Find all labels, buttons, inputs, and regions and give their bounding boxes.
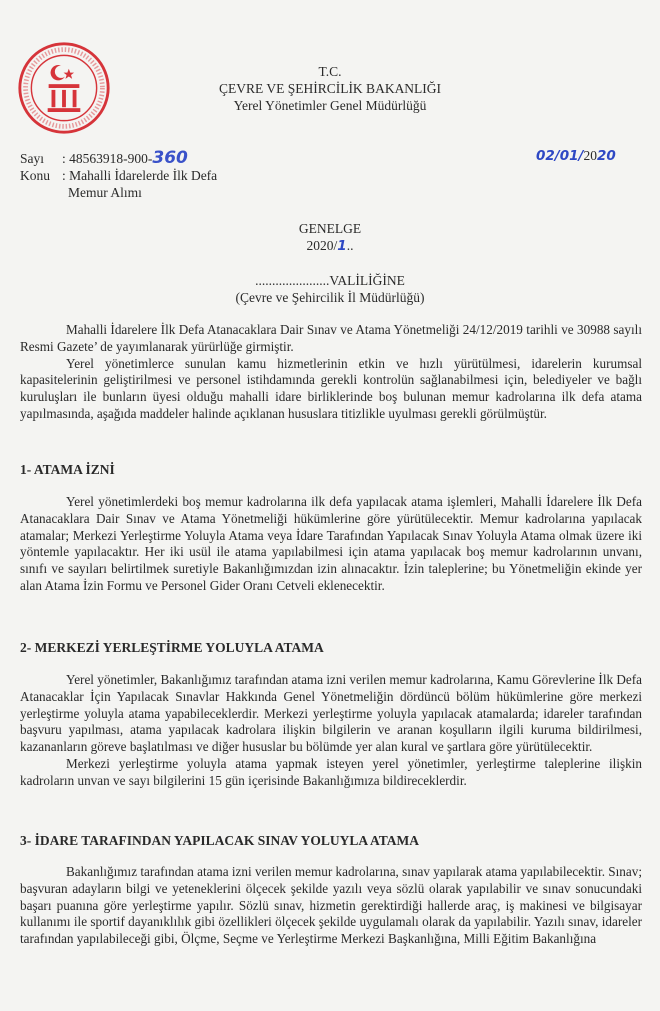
header-ministry: ÇEVRE VE ŞEHİRCİLİK BAKANLIĞI xyxy=(218,81,442,96)
konu-line2: Memur Alımı xyxy=(68,185,142,200)
header-tc: T.C. xyxy=(318,64,342,79)
section-2-paragraph-2: Merkezi yerleştirme yoluyla atama yapmak isteyen yerel yönetimler, yerleştirme taleplerine ilişkin kadroların unvan ve sayı bilgilerini 15 gün içerisinde Bakanlığımıza bildireceklerdir. xyxy=(20,755,642,788)
recipient-line1: ......................VALİLİĞİNE xyxy=(255,273,405,288)
intro-paragraph-1: Mahalli İdarelere İlk Defa Atanacaklara Dair Sınav ve Atama Yönetmeliği 24/12/2019 tarihli ve 30988 sayılı Resmi Gazete’ de yayımlanarak yürürlüğe girmiştir. xyxy=(20,322,642,354)
recipient-line2: (Çevre ve Şehircilik İl Müdürlüğü) xyxy=(235,290,425,305)
section-2-paragraph-1: Yerel yönetimler, Bakanlığımız tarafından atama izni verilen memur kadrolarına, Kamu Görevlerine İlk Defa Atanacaklar İçin Yapılacak Sınavlar Hakkında Genel Yönetmeliğin dördüncü bölüm hükümlerine göre merkezi yerleştirme yoluyla atama yapabileceklerdir. Merkezi yerleştirme yoluyla yapılacak atamalarda; idareler tarafından başvuru yapılması, atama yapılacak kadrolara ilişkin bilgilerin ve aranan koşulların ilgili kuruma bildirilmesi, kazananların göreve başlatılması ve diğer hususlar bu bölümde yer alan kural ve şartlara göre yürütülecektir. xyxy=(20,672,642,755)
section-2-body xyxy=(20,672,642,790)
konu-line1: : Mahalli İdarelerde İlk Defa xyxy=(62,168,218,183)
sayi-value: : 48563918-900- xyxy=(62,151,153,166)
ministry-seal-icon xyxy=(16,40,112,136)
sayi-label: Sayı xyxy=(20,151,45,166)
document-date xyxy=(536,148,616,164)
genelge-title: GENELGE xyxy=(298,221,362,236)
section-1-heading: 1- ATAMA İZNİ xyxy=(20,462,115,477)
section-2-heading: 2- MERKEZİ YERLEŞTİRME YOLUYLA ATAMA xyxy=(20,640,324,655)
intro-paragraph-2: Yerel yönetimlerce sunulan kamu hizmetlerinin etkin ve hızlı yürütülmesi, idarelerin kurumsal kapasitelerinin geliştirilmesi ve personel istihdamında gerekli kontrolün sağlanabilmesi için, belediyeler ve bağlı kuruluşları ile bunların üyesi olduğu mahalli idare birliklerinde boş bulunan memur kadrolarına ilk defa atama yapılmasında, aşağıda maddeler halinde açıklanan hususlara titizlikle uyulması gerekli görülmüştür. xyxy=(20,355,642,421)
recipient-block xyxy=(150,272,510,306)
date-year-prefix: 20 xyxy=(583,148,597,163)
intro-paragraphs xyxy=(20,322,642,423)
section-3-heading: 3- İDARE TARAFINDAN YAPILACAK SINAV YOLUYLA ATAMA xyxy=(20,833,420,848)
section-1-paragraph: Yerel yönetimlerdeki boş memur kadrolarına ilk defa yapılacak atama işlemleri, Mahalli İdarelere İlk Defa Atanacaklara Dair Sınav ve Atama Yönetmeliği hükümlerine göre yürütülecektir. Memur kadrolarına yapılacak atamalar; Merkezi Yerleştirme Yoluyla Atama veya İdare Tarafından Yapılacak Sınav Yoluyla Atama olmak üzere iki yöntemle yapılacaktır. Her iki usül ile atama yapılabilmesi için atama yapılacak boş memur kadrolarının unvanı, sınıfı ve sayıları belirtilmek suretiyle Bakanlığımızdan izin alınacaktır. İzin taleplerine; bu Yönetmeliğin ekinde yer alan Atama İzin Formu ve Personel Gider Oranı Cetveli eklenecektir. xyxy=(20,494,642,593)
section-1-body xyxy=(20,494,642,595)
section-3-paragraph: Bakanlığımız tarafından atama izni verilen memur kadrolarına, sınav yapılarak atama yapılabilecektir. Sınav; başvuran adayların bilgi ve yeteneklerini ölçecek şekilde yazılı veya sözlü olarak yapılabilir ve sınav sonucundaki başarı puanına göre yerleştirme yapılır. Sözlü sınav, hizmetin gerektirdiği hallerde araç, iş makinesi ve bilgisayar kullanımı ile sportif dayanıklılık gibi özellikleri ölçecek şekilde uygulamalı olarak da yapılabilir. Yazılı sınav, idareler tarafından yapılabileceği gibi, Ölçme, Seçme ve Yerleştirme Merkezi Başkanlığına, Milli Eğitim Bakanlığına xyxy=(20,864,642,947)
genelge-number: 2020/1.. xyxy=(306,238,354,254)
genelge-block xyxy=(150,220,510,255)
ministry-header xyxy=(150,63,510,114)
document-meta xyxy=(20,150,217,201)
genelge-number-handwritten: 1 xyxy=(337,238,347,254)
konu-label: Konu xyxy=(20,168,50,183)
date-handwritten-day: 02/01/ xyxy=(536,148,584,164)
header-directorate: Yerel Yönetimler Genel Müdürlüğü xyxy=(233,98,427,113)
date-year-handwritten: 20 xyxy=(596,148,616,164)
section-3-body xyxy=(20,864,642,948)
sayi-handwritten-number: 360 xyxy=(152,148,188,168)
